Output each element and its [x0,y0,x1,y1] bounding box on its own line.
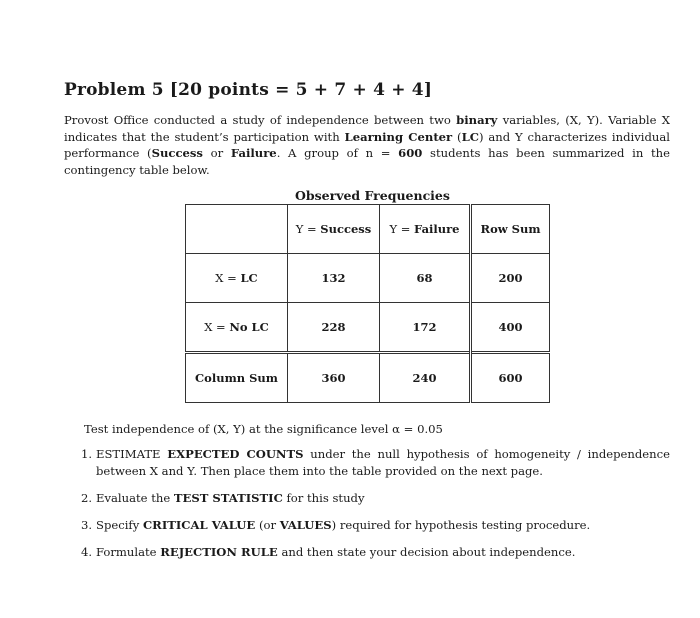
cell-colsum-failure: 240 [380,353,471,403]
cell-no-lc-success: 228 [288,303,380,353]
column-sum-row [186,353,550,403]
cell-lc-row-sum: 200 [471,254,550,303]
table-caption: Observed Frequencies [295,188,450,203]
header-failure: Y = Failure [380,205,471,254]
problem-title: Problem 5 [20 points = 5 + 7 + 4 + 4] [64,80,433,100]
cell-no-lc-failure: 172 [380,303,471,353]
table-header-row [186,205,550,254]
header-success: Y = Success [288,205,380,254]
list-item: 1. ESTIMATE EXPECTED COUNTS under the null hypothesis of homogeneity / independence between X and Y. Then place them into the table provided on the next page. [81,447,670,478]
cell-colsum-success: 360 [288,353,380,403]
table-row [186,254,550,303]
header-row-sum: Row Sum [471,205,550,254]
cell-grand-total: 600 [471,353,550,403]
test-instruction: Test independence of (X, Y) at the significance level α = 0.05 [84,422,443,436]
task-list [64,446,670,571]
contingency-table [185,204,550,403]
cell-no-lc-row-sum: 400 [471,303,550,353]
table-corner-cell [186,205,288,254]
row-label-no-lc: X = No LC [186,303,288,353]
cell-lc-failure: 68 [380,254,471,303]
cell-lc-success: 132 [288,254,380,303]
problem-intro: Provost Office conducted a study of independence between two binary variables, (X, Y). Variable X indicates that the student’s participation with Learning Center (LC) and Y characterizes individual performance (Success or Failure. A group of n = 600 students has been summarized in the contingency table below. [64,113,670,177]
table-row [186,303,550,353]
list-item: 3. Specify CRITICAL VALUE (or VALUES) required for hypothesis testing procedure. [81,517,591,532]
row-label-lc: X = LC [186,254,288,303]
row-label-column-sum: Column Sum [186,353,288,403]
list-item: 2. Evaluate the TEST STATISTIC for this study [81,490,365,505]
list-item: 4. Formulate REJECTION RULE and then state your decision about independence. [81,544,576,559]
